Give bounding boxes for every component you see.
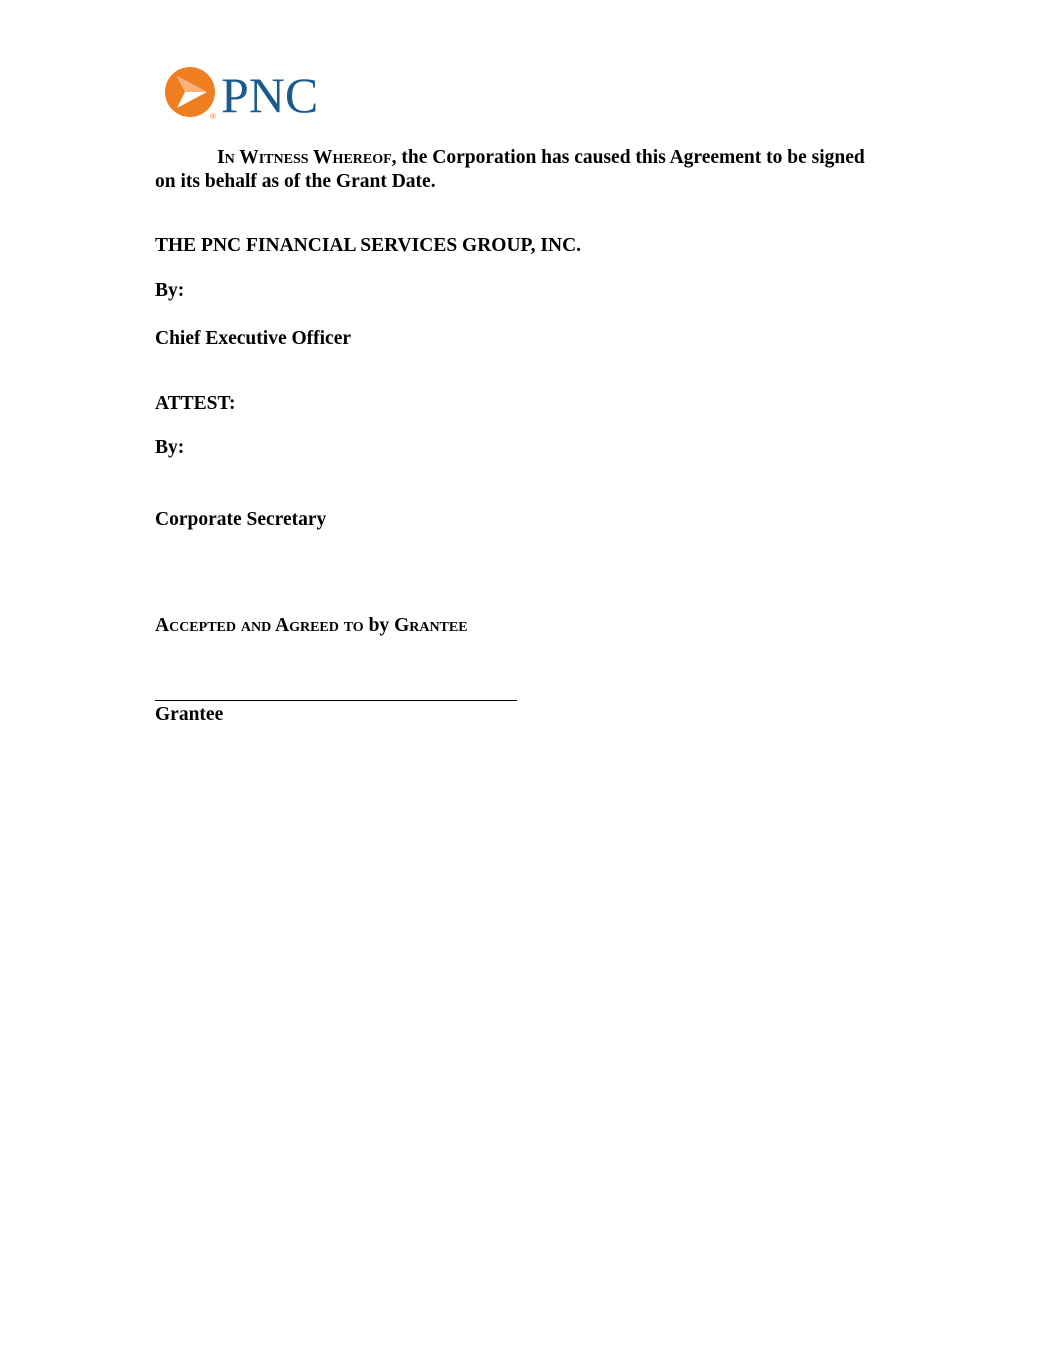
grantee-label: Grantee (155, 704, 224, 725)
acceptance-lead: Accepted and Agreed to (155, 615, 364, 636)
pnc-logo (163, 64, 343, 122)
acceptance-by: by (363, 615, 395, 636)
company-name: THE PNC FINANCIAL SERVICES GROUP, INC. (155, 235, 582, 256)
witness-body: , the Corporation has caused this Agreement to be signed on its behalf as of the Grant Date. (155, 147, 865, 192)
ceo-title: Chief Executive Officer (155, 328, 352, 349)
attest-label: ATTEST: (155, 393, 236, 414)
ceo-by-label: By: (155, 280, 185, 301)
registered-mark: ® (210, 112, 216, 121)
witness-paragraph (155, 146, 875, 194)
grantee-signature-line (155, 700, 517, 701)
acceptance-heading (155, 614, 468, 638)
witness-lead: In Witness Whereof (217, 147, 392, 168)
pnc-logo-text: PNC (221, 67, 319, 122)
secretary-title: Corporate Secretary (155, 509, 327, 530)
secretary-by-label: By: (155, 437, 185, 458)
acceptance-grantee: Grantee (394, 615, 468, 636)
